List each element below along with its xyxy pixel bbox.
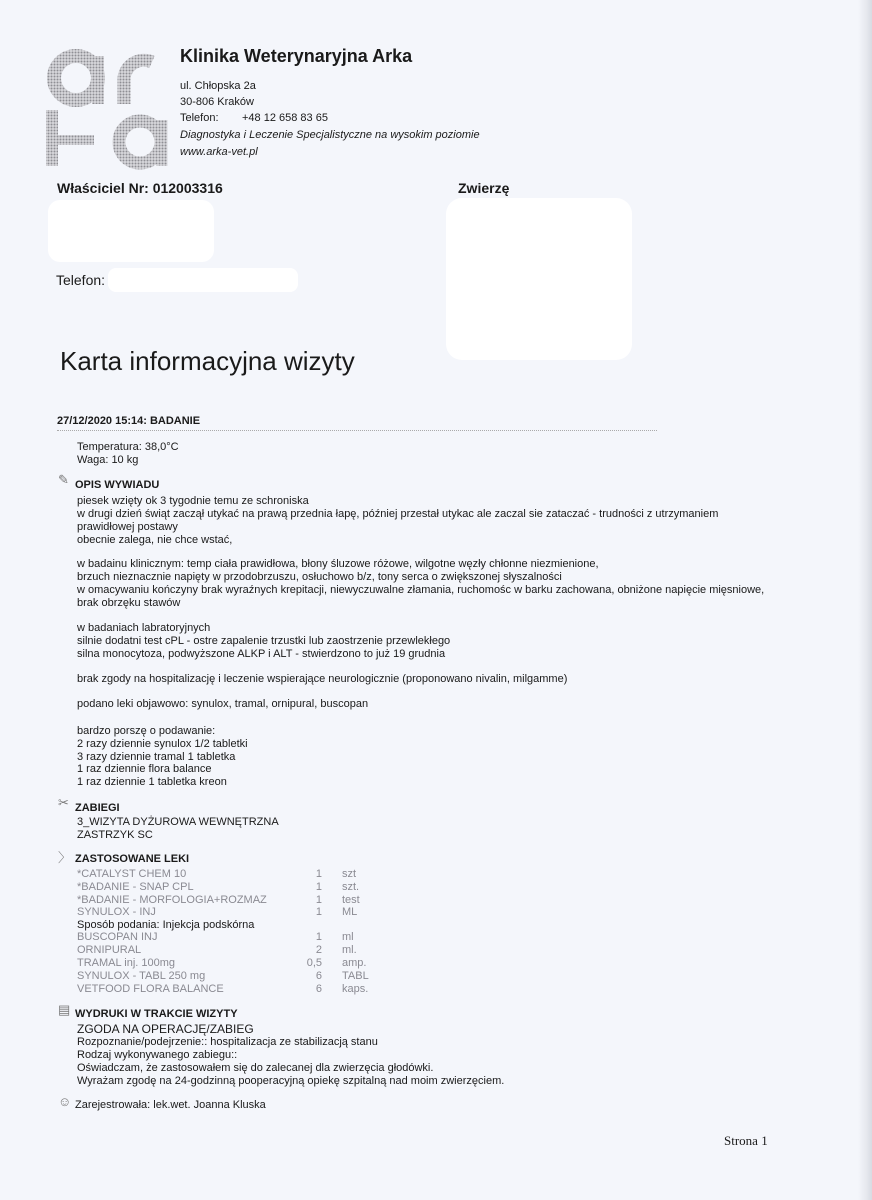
drug-qty: 6: [315, 983, 322, 995]
interview-line: prawidłowej postawy: [77, 521, 178, 533]
drugs-heading: ZASTOSOWANE LEKI: [75, 853, 190, 865]
procedures-heading: ZABIEGI: [75, 802, 120, 814]
clinic-website: www.arka-vet.pl: [180, 146, 258, 158]
clinic-city: 30-806 Kraków: [180, 96, 254, 108]
pill-icon: 〉: [58, 850, 72, 865]
procedure-line: 3_WIZYTA DYŻUROWA WEWNĘTRZNA: [77, 816, 279, 828]
scissors-icon: ✂: [58, 795, 69, 810]
owner-redaction: [48, 200, 214, 262]
page-number: Strona 1: [724, 1133, 768, 1148]
user-icon: ☺: [58, 1094, 72, 1109]
visit-divider: [57, 430, 657, 431]
drug-qty: 2: [315, 944, 322, 956]
owner-number: Właściciel Nr: 012003316: [57, 180, 223, 196]
owner-phone-redaction: [108, 268, 298, 292]
drug-name: ORNIPURAL: [77, 944, 142, 956]
interview-heading: OPIS WYWIADU: [75, 479, 160, 491]
printout-line: Oświadczam, że zastosowałem się do zalecanej dla zwierzęcia głodówki.: [77, 1062, 434, 1074]
interview-line: 2 razy dziennie synulox 1/2 tabletki: [77, 738, 248, 750]
drug-unit: TABL: [342, 970, 369, 982]
drug-qty: 1: [315, 931, 322, 943]
drug-qty: 1: [315, 894, 322, 906]
interview-line: brak zgody na hospitalizację i leczenie wspierające neurologicznie (proponowano nivalin, milgamme): [77, 673, 568, 685]
temperature: Temperatura: 38,0°C: [77, 441, 179, 453]
drug-qty: 1: [315, 906, 322, 918]
drug-unit: ml: [342, 931, 354, 943]
drug-unit: ML: [342, 906, 358, 918]
owner-phone-label: Telefon:: [56, 272, 106, 288]
drug-qty: 1: [315, 881, 322, 893]
interview-line: w badaniach labratoryjnych: [77, 622, 211, 634]
drug-name: BUSCOPAN INJ: [77, 931, 158, 943]
drug-unit: amp.: [342, 957, 367, 969]
interview-line: 1 raz dziennie 1 tabletka kreon: [77, 776, 227, 788]
clinic-street: ul. Chłopska 2a: [180, 80, 256, 92]
drug-name: TRAMAL inj. 100mg: [77, 957, 176, 969]
printouts-heading: WYDRUKI W TRAKCIE WIZYTY: [75, 1008, 238, 1020]
drug-unit: szt.: [342, 881, 360, 893]
interview-line: brzuch nieznacznie napięty w przodobrzuszu, osłuchowo b/z, tony serca o zwiększonej słyszalności: [77, 571, 562, 583]
clinic-name: Klinika Weterynaryjna Arka: [180, 46, 413, 66]
arka-logo: [44, 42, 174, 172]
interview-line: brak obrzęku stawów: [77, 597, 181, 609]
animal-redaction: [446, 198, 632, 360]
clinic-phone-label: Telefon:: [180, 112, 219, 124]
interview-line: piesek wzięty ok 3 tygodnie temu ze schroniska: [77, 495, 309, 507]
consent-title: ZGODA NA OPERACJĘ/ZABIEG: [77, 1022, 254, 1036]
interview-line: podano leki objawowo: synulox, tramal, ornipural, buscopan: [77, 698, 369, 710]
interview-line: silnie dodatni test cPL - ostre zapalenie trzustki lub zaostrzenie przewlekłego: [77, 635, 451, 647]
interview-line: bardzo porszę o podawanie:: [77, 725, 216, 737]
clinic-phone-row: [180, 112, 328, 124]
interview-line: silna monocytoza, podwyższone ALKP i ALT - stwierdzono to już 19 grudnia: [77, 648, 446, 660]
interview-line: 3 razy dziennie tramal 1 tabletka: [77, 751, 236, 763]
drug-qty: 1: [315, 868, 322, 880]
weight: Waga: 10 kg: [77, 454, 139, 466]
clinic-tagline: Diagnostyka i Leczenie Specjalistyczne na wysokim poziomie: [180, 129, 480, 141]
interview-line: obecnie zalega, nie chce wstać,: [77, 534, 233, 546]
drug-qty: 0,5: [306, 957, 322, 969]
drug-name: SYNULOX - INJ: [77, 906, 156, 918]
printout-line: Rozpoznanie/podejrzenie:: hospitalizacja ze stabilizacją stanu: [77, 1036, 378, 1048]
visit-header: 27/12/2020 15:14: BADANIE: [57, 415, 201, 427]
drug-unit: ml.: [342, 944, 357, 956]
drug-name: VETFOOD FLORA BALANCE: [77, 983, 224, 995]
animal-label: Zwierzę: [458, 180, 510, 196]
interview-line: w badainu klinicznym: temp ciała prawidłowa, błony śluzowe różowe, wilgotne węzły chłonne niezmienione,: [77, 558, 599, 570]
printout-line: Rodzaj wykonywanego zabiegu::: [77, 1049, 238, 1061]
drug-qty: 6: [315, 970, 322, 982]
drug-name: SYNULOX - TABL 250 mg: [77, 970, 206, 982]
page-edge-shadow: [858, 0, 872, 1200]
drug-name: *BADANIE - SNAP CPL: [77, 881, 194, 893]
interview-line: 1 raz dziennie flora balance: [77, 763, 212, 775]
printout-line: Wyrażam zgodę na 24-godzinną pooperacyjną opiekę szpitalną nad moim zwierzęciem.: [77, 1075, 505, 1087]
registered-by: Zarejestrowała: lek.wet. Joanna Kluska: [75, 1099, 266, 1111]
interview-icon: ✎: [58, 472, 69, 487]
printer-icon: ▤: [58, 1002, 71, 1017]
interview-line: w drugi dzień świąt zaczął utykać na prawą przednia łapę, później przestał utykac ale zaczal sie zataczać - trudności z utrzymaniem: [77, 508, 719, 520]
drug-name: *BADANIE - MORFOLOGIA+ROZMAZ: [77, 894, 267, 906]
page-title: Karta informacyjna wizyty: [60, 346, 355, 376]
drug-name: *CATALYST CHEM 10: [77, 868, 187, 880]
interview-line: w omacywaniu kończyny brak wyraźnych krepitacji, niewyczuwalne złamania, ruchomośc w barku zachowana, obniżone napięcie mięsniowe,: [77, 584, 765, 596]
drug-unit: kaps.: [342, 983, 369, 995]
procedure-line: ZASTRZYK SC: [77, 829, 153, 841]
drug-unit: test: [342, 894, 360, 906]
administration-note: Sposób podania: Injekcja podskórna: [77, 919, 255, 931]
clinic-phone: +48 12 658 83 65: [242, 112, 328, 124]
drug-unit: szt: [342, 868, 357, 880]
